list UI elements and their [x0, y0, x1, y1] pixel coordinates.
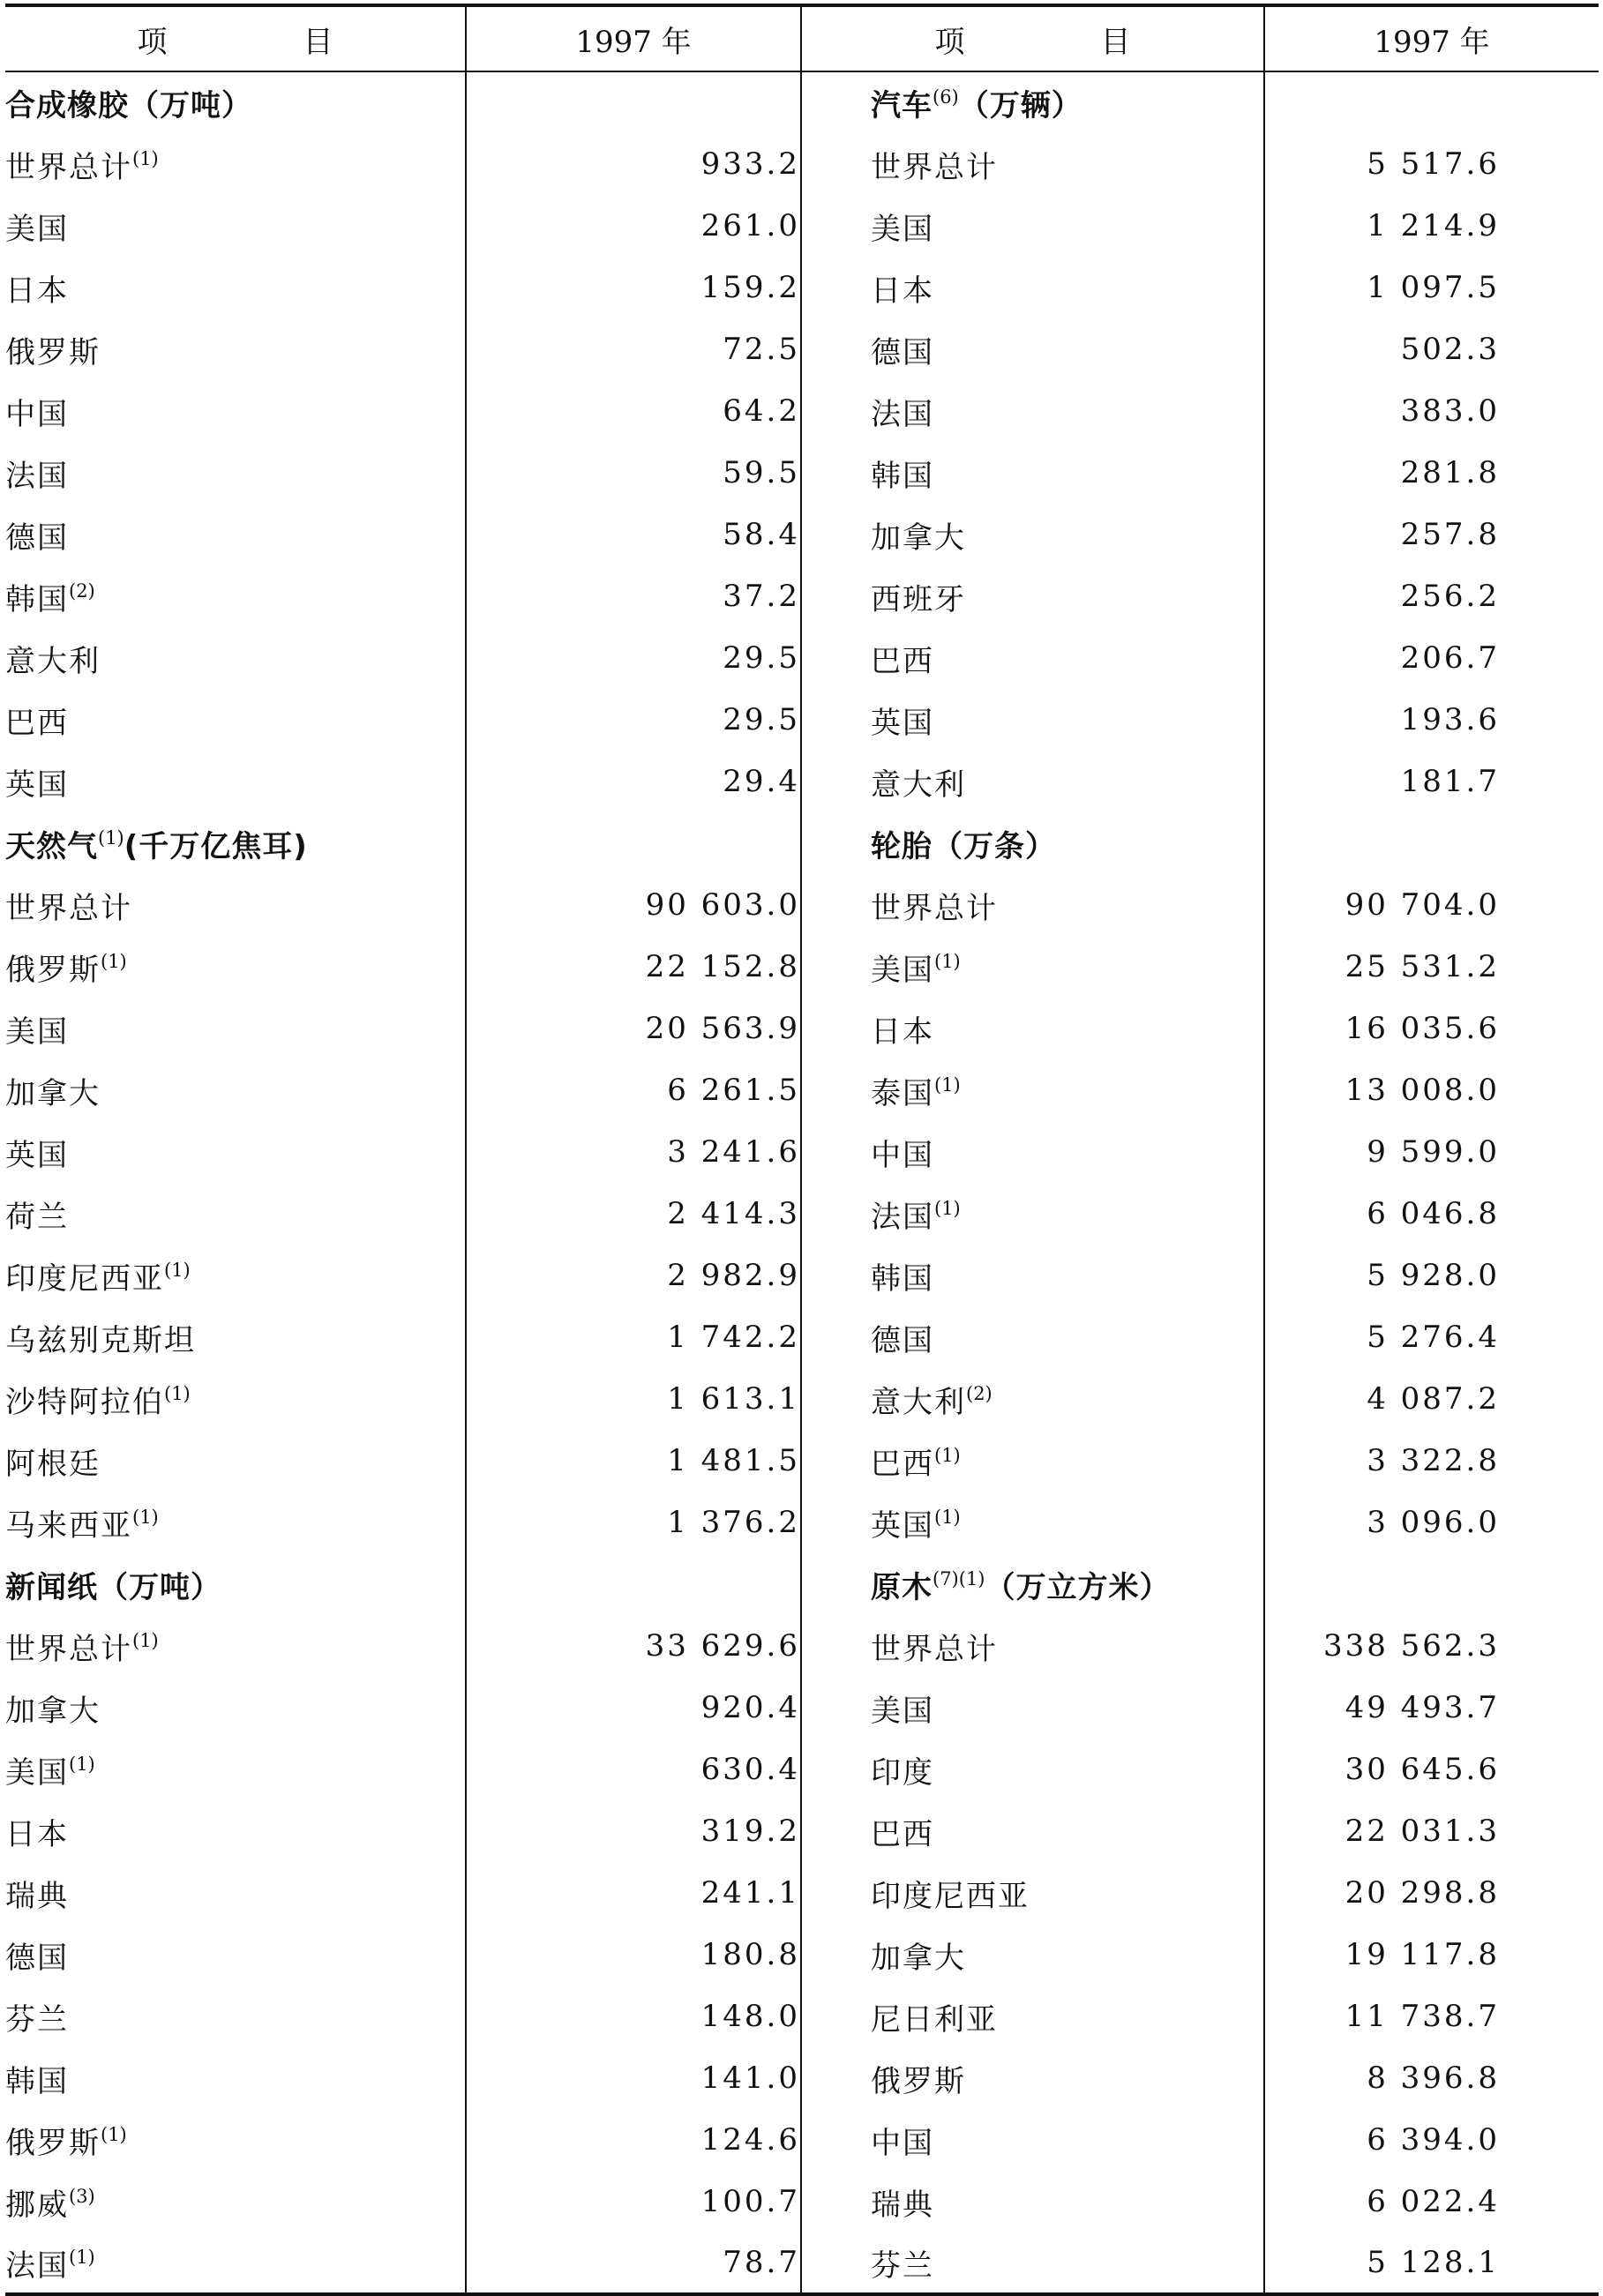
- item-label: 法国: [871, 1199, 934, 1235]
- table-row: [5, 1121, 1599, 1183]
- item-label: 加拿大: [871, 1940, 966, 1976]
- footnote-marker: (1): [132, 147, 159, 169]
- section-title: [801, 1553, 1264, 1615]
- table-row: [5, 2232, 1599, 2294]
- table-row: [5, 565, 1599, 627]
- unit-label: (千万亿焦耳): [124, 828, 308, 864]
- section-title: [5, 71, 466, 133]
- item-label: 新闻纸（万吨）: [5, 1569, 221, 1605]
- value-cell: 5 128.1: [1264, 2232, 1599, 2294]
- item-label: 印度尼西亚: [871, 1878, 1030, 1914]
- item-label: 美国: [871, 1693, 934, 1729]
- item-name: [801, 565, 1264, 627]
- item-name: [801, 1615, 1264, 1677]
- item-name: [5, 689, 466, 751]
- table-row: [5, 1368, 1599, 1430]
- header-item-left: 项 目: [5, 5, 466, 71]
- footnote-marker: (1): [164, 1382, 191, 1404]
- item-name: [801, 1739, 1264, 1800]
- item-label: 日本: [5, 273, 69, 309]
- item-label: 巴西: [871, 1446, 934, 1482]
- value-cell: 4 087.2: [1264, 1368, 1599, 1430]
- value-cell: 58.4: [466, 504, 801, 565]
- item-label: 泰国: [871, 1075, 934, 1111]
- item-name: [5, 133, 466, 195]
- item-name: [5, 2232, 466, 2294]
- table-row: [5, 442, 1599, 504]
- table-row: [5, 874, 1599, 936]
- item-label: 美国: [871, 952, 934, 988]
- item-name: [801, 1800, 1264, 1862]
- table-row: [5, 1862, 1599, 1924]
- item-label: 天然气: [5, 828, 98, 864]
- item-label: 意大利: [871, 1384, 966, 1420]
- item-label: 挪威: [5, 2187, 69, 2223]
- item-name: [5, 1492, 466, 1553]
- item-label: 韩国: [5, 581, 69, 617]
- item-name: [5, 380, 466, 442]
- item-name: [801, 1677, 1264, 1739]
- item-name: [5, 936, 466, 998]
- table-row: [5, 1800, 1599, 1862]
- item-name: [5, 1677, 466, 1739]
- footnote-marker: (1): [98, 826, 124, 849]
- item-label: 意大利: [871, 767, 966, 803]
- header-year-right: 1997 年: [1264, 5, 1599, 71]
- value-cell: 90 603.0: [466, 874, 801, 936]
- item-label: 德国: [871, 1322, 934, 1358]
- value-cell: 148.0: [466, 1986, 801, 2047]
- item-name: [5, 1245, 466, 1306]
- value-cell: 1 742.2: [466, 1306, 801, 1368]
- item-label: 芬兰: [871, 2247, 934, 2284]
- item-name: [801, 2047, 1264, 2109]
- item-name: [801, 1924, 1264, 1986]
- item-name: [5, 627, 466, 689]
- item-label: 英国: [871, 1507, 934, 1544]
- section-title: [5, 812, 466, 874]
- item-label: 世界总计: [5, 890, 132, 926]
- item-label: 汽车: [871, 88, 933, 123]
- item-label: 世界总计: [5, 149, 132, 185]
- item-name: [801, 133, 1264, 195]
- footnote-marker: (1): [934, 1197, 961, 1219]
- item-name: [5, 2171, 466, 2232]
- value-cell: [1264, 1553, 1599, 1615]
- item-name: [5, 1800, 466, 1862]
- value-cell: 6 046.8: [1264, 1183, 1599, 1245]
- value-cell: 338 562.3: [1264, 1615, 1599, 1677]
- footnote-marker: (1): [164, 1259, 191, 1281]
- item-label: 俄罗斯: [5, 334, 101, 370]
- table-row: [5, 2171, 1599, 2232]
- value-cell: 13 008.0: [1264, 1059, 1599, 1121]
- item-name: [801, 627, 1264, 689]
- value-cell: [1264, 812, 1599, 874]
- item-label: 俄罗斯: [5, 952, 101, 988]
- value-cell: 261.0: [466, 195, 801, 257]
- item-label: 英国: [871, 705, 934, 741]
- table-row: [5, 1924, 1599, 1986]
- item-name: [5, 2047, 466, 2109]
- item-name: [801, 1245, 1264, 1306]
- item-label: 原木: [871, 1569, 933, 1605]
- item-name: [801, 1862, 1264, 1924]
- table-row: [5, 71, 1599, 133]
- item-name: [801, 318, 1264, 380]
- value-cell: 49 493.7: [1264, 1677, 1599, 1739]
- table-body: [5, 71, 1599, 2294]
- value-cell: 319.2: [466, 1800, 801, 1862]
- value-cell: 6 394.0: [1264, 2109, 1599, 2171]
- item-label: 乌兹别克斯坦: [5, 1322, 196, 1358]
- item-name: [801, 257, 1264, 318]
- item-label: 巴西: [871, 1816, 934, 1852]
- item-name: [5, 998, 466, 1059]
- item-label: 中国: [871, 1137, 934, 1173]
- item-name: [801, 1121, 1264, 1183]
- value-cell: 257.8: [1264, 504, 1599, 565]
- value-cell: 2 982.9: [466, 1245, 801, 1306]
- footnote-marker: (6): [933, 86, 959, 108]
- footnote-marker: (1): [69, 1753, 95, 1775]
- value-cell: 1 097.5: [1264, 257, 1599, 318]
- value-cell: 124.6: [466, 2109, 801, 2171]
- value-cell: 206.7: [1264, 627, 1599, 689]
- value-cell: 16 035.6: [1264, 998, 1599, 1059]
- value-cell: 11 738.7: [1264, 1986, 1599, 2047]
- table-row: [5, 1492, 1599, 1553]
- item-name: [801, 380, 1264, 442]
- item-name: [801, 1430, 1264, 1492]
- item-label: 阿根廷: [5, 1446, 101, 1482]
- value-cell: [1264, 71, 1599, 133]
- item-label: 美国: [871, 211, 934, 247]
- value-cell: 6 261.5: [466, 1059, 801, 1121]
- table-row: [5, 936, 1599, 998]
- item-label: 英国: [5, 1137, 69, 1173]
- item-label: 巴西: [871, 643, 934, 679]
- table-row: [5, 1183, 1599, 1245]
- item-name: [5, 565, 466, 627]
- item-label: 德国: [871, 334, 934, 370]
- section-title: [5, 1553, 466, 1615]
- item-label: 世界总计: [871, 1631, 998, 1667]
- item-name: [5, 195, 466, 257]
- item-label: 俄罗斯: [5, 2125, 101, 2161]
- item-name: [801, 1986, 1264, 2047]
- item-label: 美国: [5, 211, 69, 247]
- item-label: 法国: [5, 2247, 69, 2284]
- item-label: 尼日利亚: [871, 2001, 998, 2038]
- table-header-row: [5, 5, 1599, 71]
- footnote-marker: (1): [934, 950, 961, 972]
- value-cell: 1 376.2: [466, 1492, 801, 1553]
- item-label: 加拿大: [871, 520, 966, 556]
- item-label: 巴西: [5, 705, 69, 741]
- table-row: [5, 1615, 1599, 1677]
- value-cell: 630.4: [466, 1739, 801, 1800]
- value-cell: 59.5: [466, 442, 801, 504]
- value-cell: 5 276.4: [1264, 1306, 1599, 1368]
- item-label: 韩国: [871, 458, 934, 494]
- footnote-marker: (2): [69, 580, 95, 602]
- unit-label: （万辆）: [958, 88, 1082, 123]
- item-label: 马来西亚: [5, 1507, 132, 1544]
- item-name: [801, 1492, 1264, 1553]
- value-cell: 22 152.8: [466, 936, 801, 998]
- item-name: [801, 2232, 1264, 2294]
- item-label: 韩国: [5, 2063, 69, 2099]
- footnote-marker: (1): [132, 1506, 159, 1528]
- item-label: 印度: [871, 1754, 934, 1791]
- value-cell: 20 298.8: [1264, 1862, 1599, 1924]
- footnote-marker: (1): [934, 1506, 961, 1528]
- value-cell: 383.0: [1264, 380, 1599, 442]
- footnote-marker: (1): [69, 2246, 95, 2268]
- table-row: [5, 1059, 1599, 1121]
- item-name: [5, 504, 466, 565]
- item-label: 德国: [5, 520, 69, 556]
- item-label: 日本: [871, 1013, 934, 1050]
- header-item-right: 项 目: [801, 5, 1264, 71]
- value-cell: 502.3: [1264, 318, 1599, 380]
- production-table: [5, 4, 1599, 2296]
- value-cell: 20 563.9: [466, 998, 801, 1059]
- value-cell: 2 414.3: [466, 1183, 801, 1245]
- value-cell: 9 599.0: [1264, 1121, 1599, 1183]
- item-label: 法国: [871, 396, 934, 432]
- footnote-marker: (1): [101, 2123, 127, 2145]
- item-label: 英国: [5, 767, 69, 803]
- item-label: 瑞典: [871, 2187, 934, 2223]
- item-name: [801, 2109, 1264, 2171]
- item-name: [5, 1739, 466, 1800]
- value-cell: 1 214.9: [1264, 195, 1599, 257]
- table-row: [5, 812, 1599, 874]
- value-cell: 6 022.4: [1264, 2171, 1599, 2232]
- item-label: 日本: [5, 1816, 69, 1852]
- item-name: [5, 1368, 466, 1430]
- item-name: [5, 1924, 466, 1986]
- item-name: [801, 504, 1264, 565]
- footnote-marker: (1): [101, 950, 127, 972]
- item-name: [5, 442, 466, 504]
- item-name: [5, 1306, 466, 1368]
- item-label: 法国: [5, 458, 69, 494]
- item-label: 合成橡胶（万吨）: [5, 88, 252, 123]
- item-label: 芬兰: [5, 2001, 69, 2038]
- value-cell: 180.8: [466, 1924, 801, 1986]
- item-label: 瑞典: [5, 1878, 69, 1914]
- unit-label: （万立方米）: [985, 1569, 1171, 1605]
- item-label: 加拿大: [5, 1075, 101, 1111]
- value-cell: [466, 71, 801, 133]
- value-cell: [466, 812, 801, 874]
- value-cell: 241.1: [466, 1862, 801, 1924]
- table-row: [5, 1430, 1599, 1492]
- item-label: 德国: [5, 1940, 69, 1976]
- value-cell: 920.4: [466, 1677, 801, 1739]
- value-cell: 25 531.2: [1264, 936, 1599, 998]
- table-row: [5, 2047, 1599, 2109]
- footnote-marker: (7)(1): [933, 1567, 985, 1589]
- item-label: 荷兰: [5, 1199, 69, 1235]
- item-name: [801, 1183, 1264, 1245]
- table-row: [5, 318, 1599, 380]
- footnote-marker: (1): [934, 1073, 961, 1096]
- item-name: [801, 442, 1264, 504]
- value-cell: 33 629.6: [466, 1615, 801, 1677]
- value-cell: 5 928.0: [1264, 1245, 1599, 1306]
- item-name: [5, 1986, 466, 2047]
- item-name: [801, 936, 1264, 998]
- table-row: [5, 751, 1599, 812]
- table-row: [5, 257, 1599, 318]
- table-row: [5, 133, 1599, 195]
- item-label: 俄罗斯: [871, 2063, 966, 2099]
- table-row: [5, 380, 1599, 442]
- item-name: [5, 2109, 466, 2171]
- value-cell: 64.2: [466, 380, 801, 442]
- table-row: [5, 1986, 1599, 2047]
- value-cell: 141.0: [466, 2047, 801, 2109]
- item-label: 韩国: [871, 1260, 934, 1297]
- item-label: 日本: [871, 273, 934, 309]
- value-cell: 1 613.1: [466, 1368, 801, 1430]
- item-name: [801, 1059, 1264, 1121]
- table-row: [5, 504, 1599, 565]
- table-row: [5, 689, 1599, 751]
- value-cell: 8 396.8: [1264, 2047, 1599, 2109]
- table-row: [5, 627, 1599, 689]
- item-label: 世界总计: [5, 1631, 132, 1667]
- value-cell: 159.2: [466, 257, 801, 318]
- item-name: [801, 751, 1264, 812]
- value-cell: 30 645.6: [1264, 1739, 1599, 1800]
- item-label: 中国: [5, 396, 69, 432]
- section-title: [801, 71, 1264, 133]
- item-name: [801, 874, 1264, 936]
- item-name: [801, 689, 1264, 751]
- value-cell: 29.4: [466, 751, 801, 812]
- value-cell: 5 517.6: [1264, 133, 1599, 195]
- item-label: 意大利: [5, 643, 101, 679]
- value-cell: 1 481.5: [466, 1430, 801, 1492]
- table-row: [5, 1739, 1599, 1800]
- value-cell: 19 117.8: [1264, 1924, 1599, 1986]
- item-label: 世界总计: [871, 149, 998, 185]
- item-label: 美国: [5, 1013, 69, 1050]
- item-name: [801, 1306, 1264, 1368]
- footnote-marker: (3): [69, 2185, 95, 2207]
- item-name: [5, 1183, 466, 1245]
- item-name: [5, 1121, 466, 1183]
- table-row: [5, 998, 1599, 1059]
- value-cell: [466, 1553, 801, 1615]
- item-name: [5, 1430, 466, 1492]
- table-row: [5, 1553, 1599, 1615]
- item-name: [5, 1862, 466, 1924]
- item-name: [801, 1368, 1264, 1430]
- table-row: [5, 2109, 1599, 2171]
- header-year-left: 1997 年: [466, 5, 801, 71]
- item-label: 西班牙: [871, 581, 966, 617]
- value-cell: 90 704.0: [1264, 874, 1599, 936]
- footnote-marker: (1): [934, 1444, 961, 1466]
- item-name: [801, 998, 1264, 1059]
- item-name: [5, 874, 466, 936]
- table-row: [5, 1306, 1599, 1368]
- value-cell: 100.7: [466, 2171, 801, 2232]
- value-cell: 3 096.0: [1264, 1492, 1599, 1553]
- section-title: [801, 812, 1264, 874]
- item-label: 印度尼西亚: [5, 1260, 164, 1297]
- item-name: [5, 318, 466, 380]
- item-label: 美国: [5, 1754, 69, 1791]
- value-cell: 3 322.8: [1264, 1430, 1599, 1492]
- item-label: 世界总计: [871, 890, 998, 926]
- value-cell: 72.5: [466, 318, 801, 380]
- table-row: [5, 195, 1599, 257]
- item-name: [5, 1615, 466, 1677]
- value-cell: 193.6: [1264, 689, 1599, 751]
- table-row: [5, 1677, 1599, 1739]
- value-cell: 78.7: [466, 2232, 801, 2294]
- value-cell: 3 241.6: [466, 1121, 801, 1183]
- item-name: [801, 2171, 1264, 2232]
- table-row: [5, 1245, 1599, 1306]
- value-cell: 29.5: [466, 689, 801, 751]
- item-name: [5, 257, 466, 318]
- item-name: [5, 1059, 466, 1121]
- value-cell: 22 031.3: [1264, 1800, 1599, 1862]
- value-cell: 256.2: [1264, 565, 1599, 627]
- item-label: 加拿大: [5, 1693, 101, 1729]
- footnote-marker: (1): [132, 1629, 159, 1651]
- value-cell: 181.7: [1264, 751, 1599, 812]
- item-label: 沙特阿拉伯: [5, 1384, 164, 1420]
- value-cell: 29.5: [466, 627, 801, 689]
- item-name: [801, 195, 1264, 257]
- value-cell: 37.2: [466, 565, 801, 627]
- item-label: 轮胎（万条）: [871, 828, 1056, 864]
- footnote-marker: (2): [966, 1382, 993, 1404]
- item-name: [5, 751, 466, 812]
- item-label: 中国: [871, 2125, 934, 2161]
- value-cell: 281.8: [1264, 442, 1599, 504]
- value-cell: 933.2: [466, 133, 801, 195]
